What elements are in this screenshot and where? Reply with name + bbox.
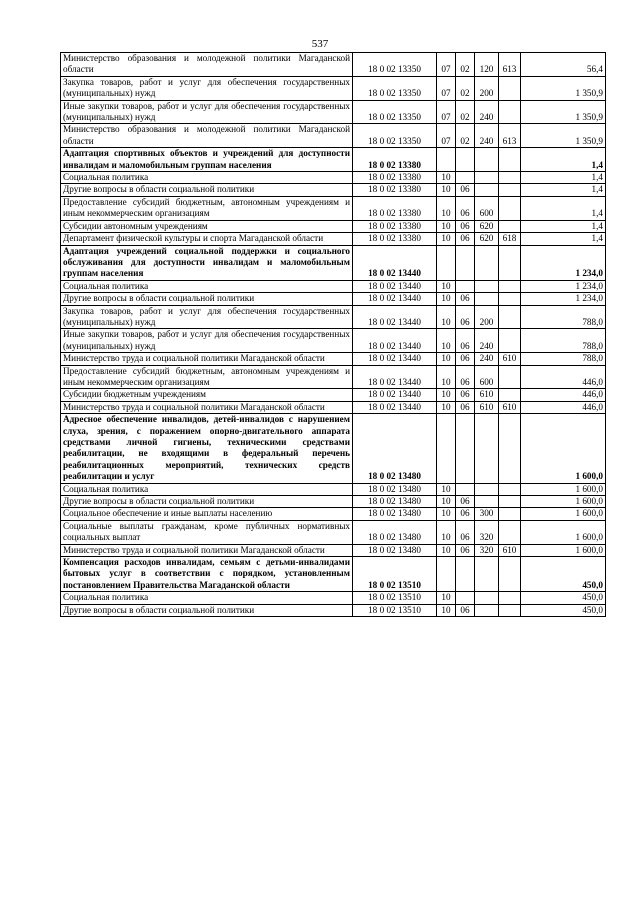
target-code: 18 0 02 13480 [353,544,437,556]
section-code: 10 [437,544,456,556]
table-row [61,544,606,556]
row-name: Департамент физической культуры и спорта Магаданской области [61,233,353,245]
section-code: 07 [437,124,456,148]
table-row [61,496,606,508]
row-name: Социальная политика [61,280,353,292]
expense-type-code: 240 [475,353,499,365]
expense-type-code [475,496,499,508]
section-code: 10 [437,604,456,616]
target-code: 18 0 02 13440 [353,389,437,401]
amount: 1,4 [521,172,606,184]
target-code: 18 0 02 13440 [353,329,437,353]
expense-type-code [475,483,499,495]
administrator-code [499,305,521,329]
amount: 1,4 [521,196,606,220]
amount: 446,0 [521,401,606,413]
table-row [61,401,606,413]
amount: 1 600,0 [521,483,606,495]
target-code: 18 0 02 13440 [353,365,437,389]
subsection-code [456,483,475,495]
row-name: Министерство труда и социальной политики Магаданской области [61,544,353,556]
subsection-code [456,245,475,280]
subsection-code: 02 [456,53,475,77]
row-name: Другие вопросы в области социальной политики [61,184,353,196]
table-row [61,245,606,280]
administrator-code [499,604,521,616]
section-code: 10 [437,220,456,232]
table-row [61,305,606,329]
target-code: 18 0 02 13510 [353,604,437,616]
row-name: Министерство образования и молодежной политики Магаданской области [61,124,353,148]
target-code: 18 0 02 13380 [353,196,437,220]
subsection-code: 02 [456,124,475,148]
section-code: 07 [437,100,456,124]
administrator-code [499,196,521,220]
table-row [61,233,606,245]
expense-type-code [475,148,499,172]
administrator-code [499,293,521,305]
row-name: Компенсация расходов инвалидам, семьям с детьми-инвалидами бытовых услуг в соответствии с порядком, установленным постановлением Правительства Магаданской области [61,557,353,592]
subsection-code [456,592,475,604]
expense-type-code: 600 [475,196,499,220]
amount: 450,0 [521,592,606,604]
table-row [61,365,606,389]
expense-type-code: 120 [475,53,499,77]
expense-type-code [475,604,499,616]
subsection-code: 06 [456,401,475,413]
page-number: 537 [311,38,329,50]
amount: 788,0 [521,305,606,329]
expense-type-code [475,414,499,483]
section-code: 10 [437,483,456,495]
amount: 1 350,9 [521,100,606,124]
administrator-code [499,508,521,520]
section-code: 10 [437,592,456,604]
administrator-code [499,148,521,172]
table-row [61,184,606,196]
section-code: 10 [437,508,456,520]
target-code: 18 0 02 13440 [353,293,437,305]
target-code: 18 0 02 13510 [353,557,437,592]
row-name: Министерство труда и социальной политики Магаданской области [61,353,353,365]
subsection-code: 06 [456,220,475,232]
amount: 446,0 [521,365,606,389]
subsection-code: 02 [456,76,475,100]
administrator-code [499,329,521,353]
budget-table [60,52,606,617]
administrator-code: 618 [499,233,521,245]
administrator-code [499,414,521,483]
target-code: 18 0 02 13350 [353,53,437,77]
target-code: 18 0 02 13440 [353,401,437,413]
row-name: Предоставление субсидий бюджетным, автономным учреждениям и иным некоммерческим организациям [61,196,353,220]
target-code: 18 0 02 13380 [353,233,437,245]
subsection-code: 06 [456,305,475,329]
row-name: Министерство образования и молодежной политики Магаданской области [61,53,353,77]
subsection-code: 06 [456,233,475,245]
expense-type-code [475,172,499,184]
section-code: 07 [437,53,456,77]
section-code [437,245,456,280]
row-name: Закупка товаров, работ и услуг для обеспечения государственных (муниципальных) нужд [61,305,353,329]
row-name: Закупка товаров, работ и услуг для обеспечения государственных (муниципальных) нужд [61,76,353,100]
row-name: Адаптация учреждений социальной поддержки и социального обслуживания для доступности инвалидам и маломобильным группам населения [61,245,353,280]
row-name: Министерство труда и социальной политики Магаданской области [61,401,353,413]
section-code [437,414,456,483]
subsection-code [456,172,475,184]
row-name: Социальная политика [61,172,353,184]
table-row [61,293,606,305]
table-row [61,592,606,604]
table-row [61,508,606,520]
row-name: Иные закупки товаров, работ и услуг для обеспечения государственных (муниципальных) нужд [61,100,353,124]
administrator-code: 613 [499,53,521,77]
administrator-code [499,389,521,401]
section-code: 10 [437,280,456,292]
row-name: Иные закупки товаров, работ и услуг для обеспечения государственных (муниципальных) нужд [61,329,353,353]
administrator-code [499,592,521,604]
expense-type-code: 610 [475,401,499,413]
expense-type-code [475,557,499,592]
subsection-code: 06 [456,520,475,544]
expense-type-code: 600 [475,365,499,389]
table-row [61,353,606,365]
amount: 56,4 [521,53,606,77]
administrator-code [499,365,521,389]
target-code: 18 0 02 13480 [353,520,437,544]
subsection-code [456,414,475,483]
target-code: 18 0 02 13350 [353,100,437,124]
administrator-code: 610 [499,544,521,556]
amount: 1 600,0 [521,496,606,508]
row-name: Социальное обеспечение и иные выплаты населению [61,508,353,520]
table-row [61,220,606,232]
target-code: 18 0 02 13480 [353,496,437,508]
expense-type-code: 610 [475,389,499,401]
target-code: 18 0 02 13380 [353,148,437,172]
expense-type-code [475,592,499,604]
target-code: 18 0 02 13510 [353,592,437,604]
table-row [61,53,606,77]
amount: 1,4 [521,220,606,232]
section-code [437,148,456,172]
row-name: Адаптация спортивных объектов и учреждений для доступности инвалидам и маломобильным группам населения [61,148,353,172]
expense-type-code: 200 [475,76,499,100]
amount: 446,0 [521,389,606,401]
amount: 1 234,0 [521,280,606,292]
row-name: Адресное обеспечение инвалидов, детей-инвалидов с нарушением слуха, зрения, с поражением опорно-двигательного аппарата средствами личной гигиены, техническими средствами реабилитации, не входящими в федеральный перечень реабилитационных мероприятий, технических средств реабилитации и услуг [61,414,353,483]
amount: 450,0 [521,604,606,616]
table-row [61,557,606,592]
subsection-code: 06 [456,496,475,508]
table-row [61,148,606,172]
section-code: 07 [437,76,456,100]
section-code: 10 [437,365,456,389]
table-row [61,196,606,220]
target-code: 18 0 02 13380 [353,184,437,196]
section-code: 10 [437,401,456,413]
amount: 788,0 [521,329,606,353]
administrator-code [499,557,521,592]
amount: 1,4 [521,184,606,196]
subsection-code: 06 [456,293,475,305]
administrator-code [499,184,521,196]
target-code: 18 0 02 13350 [353,124,437,148]
administrator-code [499,76,521,100]
subsection-code: 06 [456,604,475,616]
section-code: 10 [437,233,456,245]
subsection-code: 06 [456,365,475,389]
subsection-code [456,280,475,292]
expense-type-code: 320 [475,520,499,544]
amount: 1 234,0 [521,245,606,280]
table-row [61,76,606,100]
administrator-code [499,172,521,184]
target-code: 18 0 02 13480 [353,483,437,495]
target-code: 18 0 02 13440 [353,245,437,280]
row-name: Другие вопросы в области социальной политики [61,604,353,616]
table-row [61,520,606,544]
target-code: 18 0 02 13380 [353,172,437,184]
amount: 1 600,0 [521,520,606,544]
table-row [61,100,606,124]
table-row [61,124,606,148]
section-code: 10 [437,353,456,365]
row-name: Другие вопросы в области социальной политики [61,293,353,305]
subsection-code: 06 [456,389,475,401]
target-code: 18 0 02 13480 [353,508,437,520]
amount: 1 600,0 [521,544,606,556]
subsection-code: 06 [456,508,475,520]
expense-type-code: 240 [475,329,499,353]
section-code: 10 [437,496,456,508]
expense-type-code [475,280,499,292]
table-row [61,389,606,401]
amount: 450,0 [521,557,606,592]
amount: 1,4 [521,148,606,172]
amount: 1 350,9 [521,124,606,148]
section-code: 10 [437,389,456,401]
section-code: 10 [437,293,456,305]
amount: 1 600,0 [521,508,606,520]
target-code: 18 0 02 13350 [353,76,437,100]
section-code: 10 [437,172,456,184]
row-name: Другие вопросы в области социальной политики [61,496,353,508]
subsection-code [456,557,475,592]
row-name: Социальная политика [61,483,353,495]
administrator-code [499,245,521,280]
subsection-code: 06 [456,196,475,220]
target-code: 18 0 02 13380 [353,220,437,232]
expense-type-code [475,184,499,196]
administrator-code [499,220,521,232]
table-row [61,414,606,483]
section-code: 10 [437,329,456,353]
table-row [61,280,606,292]
section-code: 10 [437,520,456,544]
expense-type-code: 240 [475,100,499,124]
expense-type-code [475,245,499,280]
administrator-code [499,100,521,124]
expense-type-code: 320 [475,544,499,556]
section-code: 10 [437,196,456,220]
row-name: Субсидии автономным учреждениям [61,220,353,232]
amount: 1 600,0 [521,414,606,483]
row-name: Субсидии бюджетным учреждениям [61,389,353,401]
expense-type-code: 300 [475,508,499,520]
table-row [61,172,606,184]
expense-type-code [475,293,499,305]
row-name: Социальные выплаты гражданам, кроме публичных нормативных социальных выплат [61,520,353,544]
row-name: Предоставление субсидий бюджетным, автономным учреждениям и иным некоммерческим организациям [61,365,353,389]
administrator-code [499,520,521,544]
expense-type-code: 240 [475,124,499,148]
administrator-code [499,483,521,495]
subsection-code: 06 [456,544,475,556]
amount: 1,4 [521,233,606,245]
administrator-code: 613 [499,124,521,148]
target-code: 18 0 02 13440 [353,353,437,365]
subsection-code: 06 [456,353,475,365]
table-row [61,604,606,616]
amount: 1 234,0 [521,293,606,305]
target-code: 18 0 02 13440 [353,280,437,292]
section-code: 10 [437,305,456,329]
administrator-code: 610 [499,401,521,413]
target-code: 18 0 02 13480 [353,414,437,483]
expense-type-code: 620 [475,233,499,245]
administrator-code [499,496,521,508]
section-code: 10 [437,184,456,196]
table-row [61,329,606,353]
amount: 788,0 [521,353,606,365]
administrator-code: 610 [499,353,521,365]
expense-type-code: 620 [475,220,499,232]
subsection-code [456,148,475,172]
expense-type-code: 200 [475,305,499,329]
table-row [61,483,606,495]
subsection-code: 06 [456,329,475,353]
administrator-code [499,280,521,292]
subsection-code: 02 [456,100,475,124]
amount: 1 350,9 [521,76,606,100]
section-code [437,557,456,592]
target-code: 18 0 02 13440 [353,305,437,329]
subsection-code: 06 [456,184,475,196]
table-body [61,53,606,617]
row-name: Социальная политика [61,592,353,604]
